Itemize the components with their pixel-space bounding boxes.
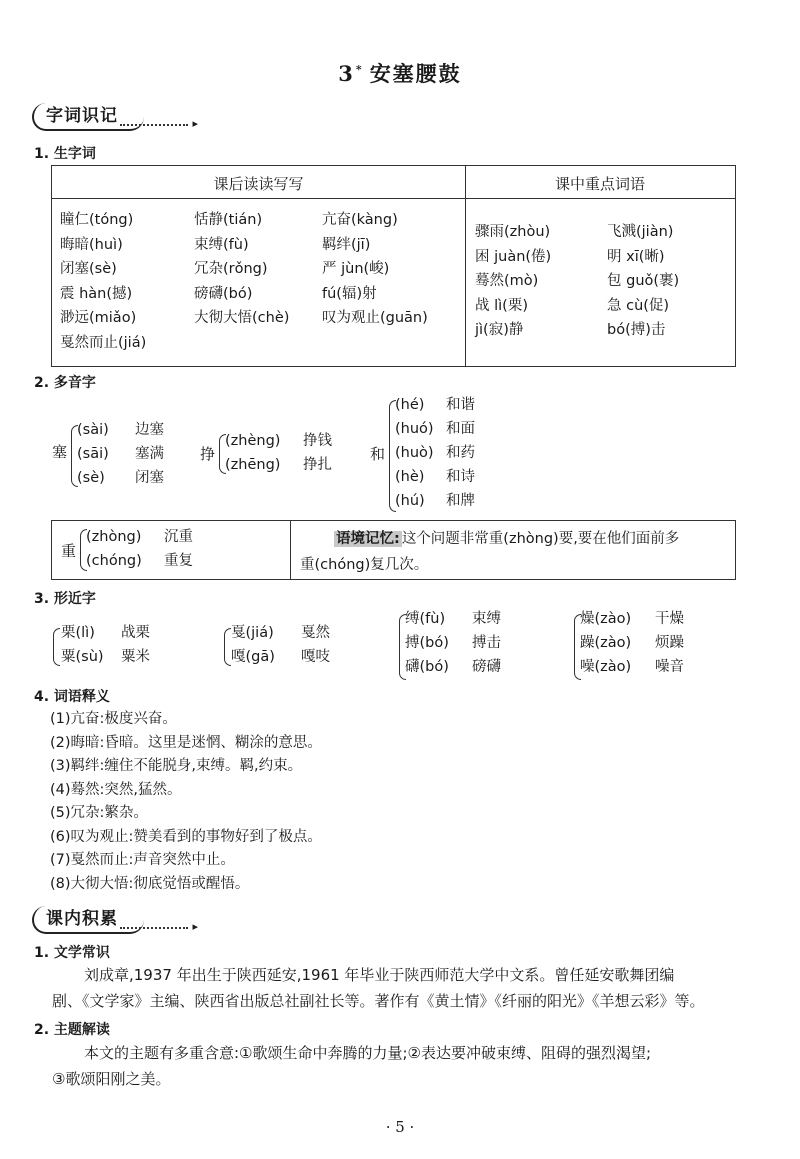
literary-knowledge-line-2: 剧、《文学家》主编、陕西省出版总社副社长等。著作有《黄土情》《纤丽的阳光》《羊想云彩》等。: [52, 992, 705, 1010]
vocab-column-2: [194, 208, 289, 331]
reading: (huó): [395, 421, 434, 437]
polyphone-readings-sai: [77, 418, 109, 490]
brace-icon: [53, 628, 60, 666]
example-word: 塞满: [135, 446, 164, 462]
vocab-word: 严 jùn(峻): [322, 261, 390, 277]
example-word: 闭塞: [135, 470, 164, 486]
example-word: 烦躁: [655, 635, 684, 651]
polyphone-char-he: 和: [370, 445, 386, 463]
example-word: 挣扎: [303, 457, 332, 473]
similar-words-li-su: [121, 621, 150, 669]
similar-words-fu-bo: [472, 607, 501, 679]
vocab-word: 困 juàn(倦): [475, 248, 552, 265]
vocab-column-3: [322, 208, 428, 331]
example-word: 重复: [164, 553, 193, 569]
reading: (hú): [395, 493, 425, 509]
definition-item: (4)蓦然:突然,猛然。: [50, 781, 182, 798]
brace-icon: [224, 628, 231, 666]
polyphone-char-zheng: 挣: [200, 445, 216, 463]
polyphone-char-sai: 塞: [52, 443, 68, 461]
vocab-word: 束缚(fù): [194, 236, 249, 253]
vocab-word: fú(辐)射: [322, 285, 377, 302]
example-word: 束缚: [472, 611, 501, 627]
polyphone-box-zhong: [51, 520, 736, 580]
similar-char: 粟(sù): [61, 649, 104, 665]
example-word: 和牌: [446, 493, 475, 509]
page-title: [0, 58, 800, 88]
similar-char: 戛(jiá): [231, 625, 274, 641]
definition-item: (1)亢奋:极度兴奋。: [50, 711, 177, 727]
context-memory-text-1: 这个问题非常重(zhòng)要,要在他们面前多: [401, 531, 680, 547]
subheading-new-words: 1. 生字词: [34, 146, 96, 162]
example-word: 边塞: [135, 422, 164, 438]
similar-group-fu-bo: [405, 607, 449, 679]
vocab-word: 骤雨(zhòu): [475, 224, 551, 240]
polyphone-readings-he: [395, 393, 434, 513]
example-word: 沉重: [164, 529, 193, 545]
lesson-star: *: [355, 63, 364, 76]
similar-char: 燥(zào): [580, 611, 632, 627]
vocab-word: 羁绊(jī): [322, 236, 371, 253]
vocab-word: jì(寂)静: [475, 322, 524, 338]
dotted-arrow-icon: [120, 124, 188, 126]
reading: (zhòng): [86, 529, 142, 545]
subheading-definitions: 4. 词语释义: [34, 689, 110, 705]
polyphone-words-zheng: [303, 429, 332, 477]
polyphone-words-sai: [135, 418, 164, 490]
similar-group-zao: [580, 607, 631, 679]
vocab-word: 晦暗(huì): [60, 236, 123, 253]
similar-char: 礴(bó): [405, 659, 449, 675]
polyphone-readings-zheng: [225, 429, 280, 477]
vocab-word: 战 lì(栗): [475, 297, 528, 314]
example-word: 和诗: [446, 469, 475, 485]
subheading-literary-knowledge: 1. 文学常识: [34, 945, 110, 961]
page-number: · 5 ·: [385, 1118, 415, 1136]
table-header-right: 课中重点词语: [554, 175, 645, 193]
lesson-number: 3: [338, 61, 355, 86]
reading: (hè): [395, 469, 425, 485]
context-memory-label: 语境记忆:: [336, 531, 400, 547]
vocab-word: 飞溅(jiàn): [607, 224, 674, 240]
example-word: 噪音: [655, 659, 684, 675]
similar-words-zao: [655, 607, 684, 679]
vocab-word: 明 xī(晰): [607, 248, 665, 265]
reading: (hé): [395, 397, 425, 413]
similar-char: 嘎(gā): [231, 649, 275, 665]
context-memory-line-1: [334, 527, 679, 548]
definition-item: (2)晦暗:昏暗。这里是迷惘、糊涂的意思。: [50, 734, 322, 751]
definition-item: (7)戛然而止:声音突然中止。: [50, 852, 235, 868]
example-word: 战栗: [121, 625, 150, 641]
vocab-word: 瞳仁(tóng): [60, 212, 134, 228]
vocab-word: 亢奋(kàng): [322, 212, 398, 228]
theme-line-1: 本文的主题有多重含意:①歌颂生命中奔腾的力量;②表达要冲破束缚、阻碍的强烈渴望;: [84, 1044, 652, 1062]
reading: (zhēng): [225, 457, 281, 473]
similar-char: 栗(lì): [61, 625, 95, 641]
polyphone-words-he: [446, 393, 475, 513]
vocab-word: 渺远(miǎo): [60, 310, 137, 326]
section-banner-accumulation-label: 课内积累: [46, 909, 118, 929]
example-word: 和谐: [446, 397, 475, 413]
similar-words-jia-ga: [301, 621, 330, 669]
vocab-word: 闭塞(sè): [60, 261, 117, 277]
reading: (sāi): [77, 446, 109, 462]
reading: (sài): [77, 422, 109, 438]
context-memory-text-2: 重(chóng)复几次。: [300, 557, 429, 573]
subheading-similar-chars: 3. 形近字: [34, 591, 96, 607]
definition-item: (8)大彻大悟:彻底觉悟或醒悟。: [50, 875, 250, 892]
vocab-table: [51, 165, 736, 367]
similar-char: 噪(zào): [580, 659, 632, 675]
vocab-word: 叹为观止(guān): [322, 310, 428, 326]
vocab-word: 大彻大悟(chè): [194, 310, 290, 326]
polyphone-readings-zhong: [86, 525, 142, 573]
similar-group-li-su: [61, 621, 104, 669]
definition-item: (6)叹为观止:赞美看到的事物好到了极点。: [50, 828, 322, 845]
example-word: 粟米: [121, 649, 150, 665]
similar-group-jia-ga: [231, 621, 275, 669]
example-word: 干燥: [655, 611, 684, 627]
vocab-column-4: [475, 220, 551, 343]
similar-char: 缚(fù): [405, 611, 446, 627]
theme-line-2: ③歌颂阳刚之美。: [52, 1070, 171, 1088]
vocab-word: 震 hàn(撼): [60, 285, 133, 302]
lesson-title: 安塞腰鼓: [369, 61, 462, 86]
vocab-word: 包 guǒ(裹): [607, 273, 680, 289]
reading: (chóng): [86, 553, 142, 569]
similar-char: 搏(bó): [405, 635, 449, 651]
example-word: 和药: [446, 445, 475, 461]
vocab-word: 冗杂(rǒng): [194, 261, 268, 277]
vocab-column-1: [60, 208, 146, 355]
polyphone-words-zhong: [164, 525, 193, 573]
example-word: 和面: [446, 421, 475, 437]
example-word: 戛然: [301, 625, 330, 641]
vocab-word: 蓦然(mò): [475, 273, 539, 289]
example-word: 磅礴: [472, 659, 501, 675]
table-header-left: 课后读读写写: [213, 175, 304, 193]
vocab-word: 急 cù(促): [607, 297, 670, 314]
definition-list: [50, 708, 322, 896]
example-word: 嘎吱: [301, 649, 330, 665]
polyphone-char-zhong: 重: [61, 542, 77, 560]
vocab-word: bó(搏)击: [607, 322, 666, 338]
reading: (huò): [395, 445, 434, 461]
section-banner-vocab-label: 字词识记: [46, 106, 118, 126]
vocab-column-5: [607, 220, 679, 343]
vocab-word: 戛然而止(jiá): [60, 334, 147, 351]
reading: (sè): [77, 470, 105, 486]
vocab-word: 磅礴(bó): [194, 285, 253, 302]
literary-knowledge-line-1: 刘成章,1937 年出生于陕西延安,1961 年毕业于陕西师范大学中文系。曾任延安歌舞团编: [84, 966, 675, 984]
similar-char: 躁(zào): [580, 635, 632, 651]
subheading-theme: 2. 主题解读: [34, 1022, 110, 1038]
vocab-word: 恬静(tián): [194, 212, 263, 228]
subheading-polyphones: 2. 多音字: [34, 375, 96, 391]
example-word: 挣钱: [303, 433, 332, 449]
reading: (zhèng): [225, 433, 281, 449]
dotted-arrow-icon: [120, 927, 188, 929]
definition-item: (5)冗杂:繁杂。: [50, 805, 148, 821]
example-word: 搏击: [472, 635, 501, 651]
definition-item: (3)羁绊:缠住不能脱身,束缚。羁,约束。: [50, 758, 303, 774]
